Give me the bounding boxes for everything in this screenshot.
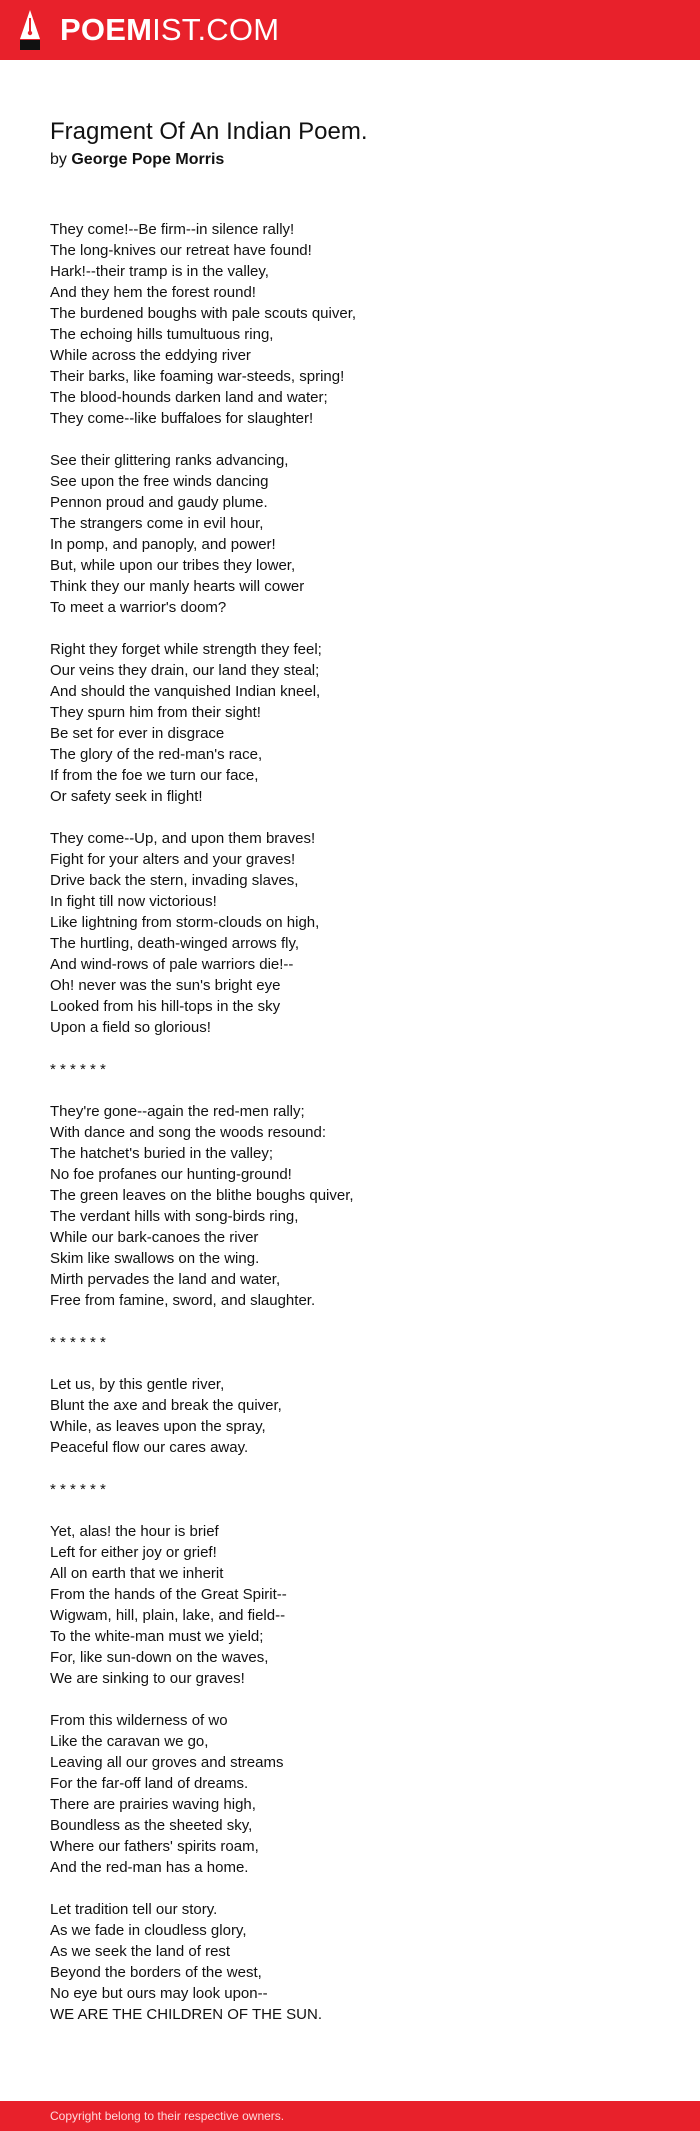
poem-line: Pennon proud and gaudy plume. — [50, 494, 268, 511]
poem-line: See their glittering ranks advancing, — [50, 452, 289, 469]
poem-line: Like the caravan we go, — [50, 1733, 209, 1750]
poem-header — [50, 118, 650, 170]
stanza — [50, 1899, 650, 2025]
site-header — [0, 0, 700, 60]
poem-line: They come!--Be firm--in silence rally! — [50, 221, 295, 238]
poem-line: Drive back the stern, invading slaves, — [50, 872, 299, 889]
poem-line: They're gone--again the red-men rally; — [50, 1103, 305, 1120]
stanza — [50, 1374, 650, 1458]
stanza — [50, 828, 650, 1038]
poem-line: As we seek the land of rest — [50, 1943, 231, 1960]
stanza — [50, 1521, 650, 1689]
poem-line: Let us, by this gentle river, — [50, 1376, 225, 1393]
stanza — [50, 1059, 650, 1080]
poem-line: Beyond the borders of the west, — [50, 1964, 262, 1981]
stanza — [50, 1479, 650, 1500]
poem-line: And wind-rows of pale warriors die!-- — [50, 956, 294, 973]
poem-line: For the far-off land of dreams. — [50, 1775, 249, 1792]
poem-line: Right they forget while strength they feel; — [50, 641, 322, 658]
poem-line: The long-knives our retreat have found! — [50, 242, 312, 259]
poem-line: As we fade in cloudless glory, — [50, 1922, 247, 1939]
poem-line: The green leaves on the blithe boughs quiver, — [50, 1187, 354, 1204]
poem-line: Left for either joy or grief! — [50, 1544, 217, 1561]
poem-line: From the hands of the Great Spirit-- — [50, 1586, 287, 1603]
poem-line: Yet, alas! the hour is brief — [50, 1523, 219, 1540]
poem-line: While, as leaves upon the spray, — [50, 1418, 266, 1435]
poem-line: And the red-man has a home. — [50, 1859, 249, 1876]
poem-line: With dance and song the woods resound: — [50, 1124, 327, 1141]
poem-line: The hatchet's buried in the valley; — [50, 1145, 273, 1162]
stanza — [50, 219, 650, 429]
poem-line: Wigwam, hill, plain, lake, and field-- — [50, 1607, 286, 1624]
poem-line: Peaceful flow our cares away. — [50, 1439, 249, 1456]
poem-line: Upon a field so glorious! — [50, 1019, 211, 1036]
poem-line: We are sinking to our graves! — [50, 1670, 245, 1687]
poem-line: Or safety seek in flight! — [50, 788, 203, 805]
stanza — [50, 639, 650, 807]
stanza — [50, 1332, 650, 1353]
logo-text-strong: POEM — [60, 12, 153, 47]
logo-text-light: IST.COM — [152, 12, 280, 47]
byline-prefix: by — [50, 151, 67, 168]
poem-line: Mirth pervades the land and water, — [50, 1271, 281, 1288]
pen-nib-icon — [16, 9, 44, 51]
poem-line: The hurtling, death-winged arrows fly, — [50, 935, 300, 952]
poem-line: Leaving all our groves and streams — [50, 1754, 284, 1771]
poem-line: The glory of the red-man's race, — [50, 746, 263, 763]
poem-line: Their barks, like foaming war-steeds, spring! — [50, 368, 345, 385]
poem-line: No foe profanes our hunting-ground! — [50, 1166, 292, 1183]
poem-line: The burdened boughs with pale scouts quiver, — [50, 305, 357, 322]
poem-body — [50, 219, 650, 2046]
byline — [50, 150, 650, 170]
poem-line: Skim like swallows on the wing. — [50, 1250, 260, 1267]
poem-line: They come--Up, and upon them braves! — [50, 830, 316, 847]
poem-line: In pomp, and panoply, and power! — [50, 536, 276, 553]
poem-line: The echoing hills tumultuous ring, — [50, 326, 274, 343]
poem-line: From this wilderness of wo — [50, 1712, 228, 1729]
poem-line: All on earth that we inherit — [50, 1565, 224, 1582]
poem-line: The blood-hounds darken land and water; — [50, 389, 328, 406]
poem-line: Blunt the axe and break the quiver, — [50, 1397, 282, 1414]
poem-line: WE ARE THE CHILDREN OF THE SUN. — [50, 2006, 322, 2023]
poem-line: Let tradition tell our story. — [50, 1901, 218, 1918]
site-logo-link[interactable] — [16, 9, 279, 51]
stanza — [50, 450, 650, 618]
poem-line: Looked from his hill-tops in the sky — [50, 998, 281, 1015]
poem-line: In fight till now victorious! — [50, 893, 217, 910]
poem-line: To the white-man must we yield; — [50, 1628, 264, 1645]
poem-line: There are prairies waving high, — [50, 1796, 256, 1813]
poem-line: Be set for ever in disgrace — [50, 725, 225, 742]
stanza — [50, 1710, 650, 1878]
stanza — [50, 1101, 650, 1311]
poem-line: While across the eddying river — [50, 347, 251, 364]
poem-line: And should the vanquished Indian kneel, — [50, 683, 321, 700]
poem-line: They spurn him from their sight! — [50, 704, 261, 721]
poem-line: Hark!--their tramp is in the valley, — [50, 263, 269, 280]
poem-line: Free from famine, sword, and slaughter. — [50, 1292, 316, 1309]
poem-line: See upon the free winds dancing — [50, 473, 269, 490]
poem-line: The strangers come in evil hour, — [50, 515, 264, 532]
poem-line: For, like sun-down on the waves, — [50, 1649, 269, 1666]
poem-line: * * * * * * — [50, 1061, 106, 1078]
poem-line: No eye but ours may look upon-- — [50, 1985, 268, 2002]
poem-line: But, while upon our tribes they lower, — [50, 557, 296, 574]
site-footer — [0, 2101, 700, 2131]
poem-line: * * * * * * — [50, 1334, 106, 1351]
copyright-notice: Copyright belong to their respective owners. — [50, 2109, 285, 2123]
poem-line: Oh! never was the sun's bright eye — [50, 977, 281, 994]
author-name[interactable]: George Pope Morris — [71, 151, 225, 168]
poem-title: Fragment Of An Indian Poem. — [50, 118, 368, 145]
poem-line: And they hem the forest round! — [50, 284, 256, 301]
poem-line: While our bark-canoes the river — [50, 1229, 259, 1246]
poem-line: Fight for your alters and your graves! — [50, 851, 296, 868]
logo-wordmark — [60, 9, 279, 51]
poem-line: Think they our manly hearts will cower — [50, 578, 305, 595]
poem-line: Boundless as the sheeted sky, — [50, 1817, 253, 1834]
poem-line: The verdant hills with song-birds ring, — [50, 1208, 299, 1225]
poem-line: Like lightning from storm-clouds on high, — [50, 914, 320, 931]
poem-line: Our veins they drain, our land they steal; — [50, 662, 320, 679]
poem-line: They come--like buffaloes for slaughter! — [50, 410, 314, 427]
poem-line: Where our fathers' spirits roam, — [50, 1838, 259, 1855]
poem-line: * * * * * * — [50, 1481, 106, 1498]
poem-line: If from the foe we turn our face, — [50, 767, 259, 784]
poem-line: To meet a warrior's doom? — [50, 599, 227, 616]
